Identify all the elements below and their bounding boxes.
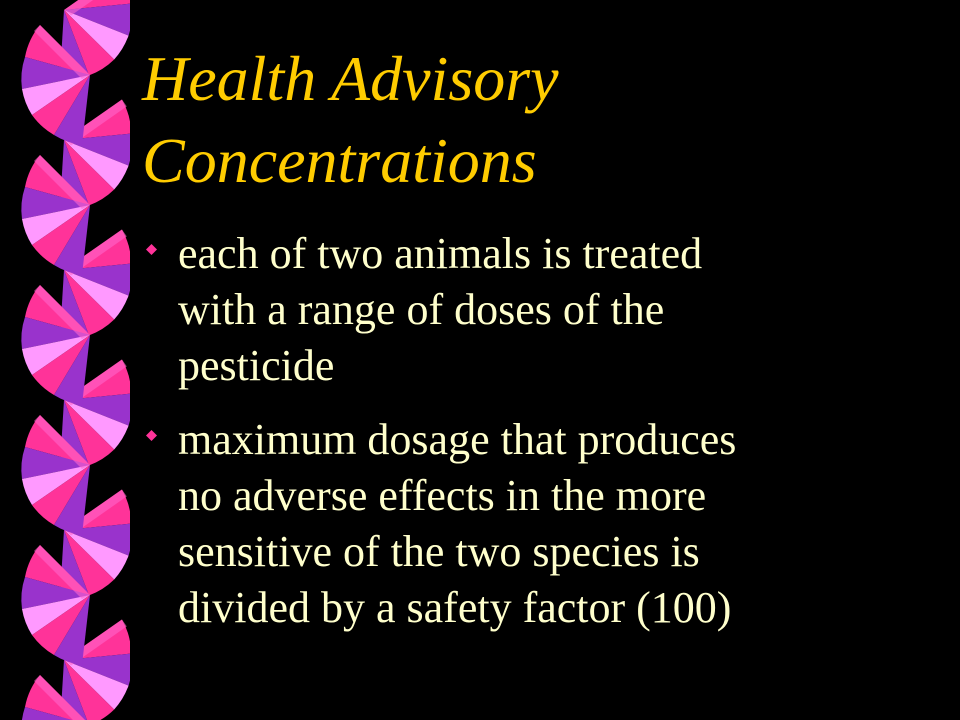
bullet-list	[142, 226, 942, 654]
diamond-bullet-icon	[146, 244, 157, 255]
bullet-text: each of two animals is treated with a range of doses of the pesticide	[178, 229, 703, 390]
slide-title: Health Advisory Concentrations	[142, 43, 559, 196]
diamond-bullet-icon	[146, 430, 157, 441]
bullet-item	[142, 226, 942, 394]
bullet-item	[142, 412, 942, 636]
ribbon-fan-strip-icon	[0, 0, 130, 720]
bullet-text: maximum dosage that produces no adverse effects in the more sensitive of the two species is divided by a safety factor (100)	[178, 415, 737, 632]
fan-column-left	[21, 25, 90, 720]
